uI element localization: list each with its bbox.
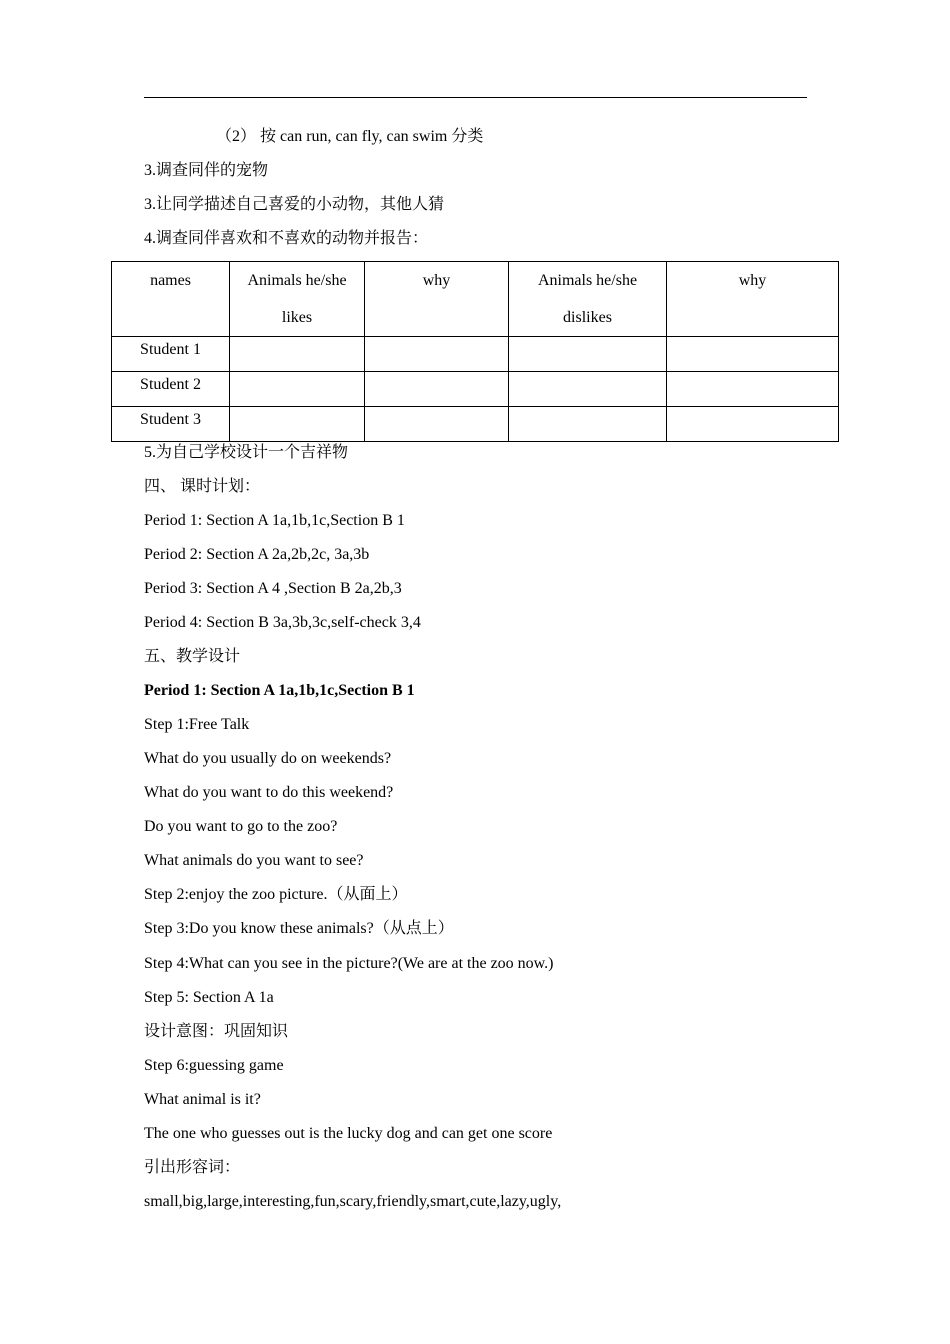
- text-line: small,big,large,interesting,fun,scary,friendly,smart,cute,lazy,ugly,: [144, 1193, 562, 1210]
- text-line: Period 2: Section A 2a,2b,2c, 3a,3b: [144, 546, 370, 563]
- text-line: （2） 按 can run, can fly, can swim 分类: [216, 128, 484, 145]
- text-line: 3.让同学描述自己喜爱的小动物，其他人猜: [144, 196, 445, 213]
- table-cell: [509, 372, 667, 407]
- text-line: 引出形容词：: [144, 1159, 241, 1176]
- table-cell: Student 2: [112, 372, 230, 407]
- text-line: Period 4: Section B 3a,3b,3c,self-check 3,4: [144, 614, 421, 631]
- text-line: Do you want to go to the zoo?: [144, 818, 338, 835]
- table-header-cell: why: [667, 262, 839, 337]
- text-line: The one who guesses out is the lucky dog and can get one score: [144, 1125, 553, 1142]
- table-row: [112, 337, 839, 372]
- text-line: What do you usually do on weekends?: [144, 750, 392, 767]
- text-line: Step 5: Section A 1a: [144, 989, 274, 1006]
- text-line: Step 6:guessing game: [144, 1057, 284, 1074]
- table-header-row: [112, 262, 839, 337]
- text-line: Step 1:Free Talk: [144, 716, 250, 733]
- text-line: 5.为自己学校设计一个吉祥物: [144, 444, 349, 461]
- header-rule: [144, 97, 807, 98]
- table-cell: [230, 407, 365, 442]
- table-cell: [667, 372, 839, 407]
- table-cell: [509, 407, 667, 442]
- table-header-cell: names: [112, 262, 230, 337]
- text-line: Period 3: Section A 4 ,Section B 2a,2b,3: [144, 580, 402, 597]
- table-cell: Student 3: [112, 407, 230, 442]
- table-cell: [365, 407, 509, 442]
- table-row: [112, 372, 839, 407]
- table-cell: [365, 372, 509, 407]
- section-heading: 五、教学设计: [144, 648, 241, 665]
- text-line: Step 2:enjoy the zoo picture.（从面上）: [144, 886, 408, 903]
- table-cell: Student 1: [112, 337, 230, 372]
- text-line: What animals do you want to see?: [144, 852, 364, 869]
- table-cell: [509, 337, 667, 372]
- text-line: Step 4:What can you see in the picture?(We are at the zoo now.): [144, 955, 554, 972]
- section-heading: 四、 课时计划：: [144, 478, 261, 495]
- text-line: 4.调查同伴喜欢和不喜欢的动物并报告：: [144, 230, 429, 247]
- period-heading: Period 1: Section A 1a,1b,1c,Section B 1: [144, 682, 415, 699]
- table-header-cell: Animals he/she likes: [230, 262, 365, 337]
- text-line: 3.调查同伴的宠物: [144, 162, 269, 179]
- table-cell: [667, 337, 839, 372]
- table-cell: [365, 337, 509, 372]
- text-line: What do you want to do this weekend?: [144, 784, 394, 801]
- table-header-cell: Animals he/she dislikes: [509, 262, 667, 337]
- survey-table: [111, 261, 839, 442]
- text-line: Step 3:Do you know these animals?（从点上）: [144, 920, 454, 937]
- table-cell: [230, 337, 365, 372]
- table-row: [112, 407, 839, 442]
- table-cell: [667, 407, 839, 442]
- table-header-cell: why: [365, 262, 509, 337]
- table-cell: [230, 372, 365, 407]
- text-line: Period 1: Section A 1a,1b,1c,Section B 1: [144, 512, 405, 529]
- text-line: 设计意图：巩固知识: [144, 1023, 289, 1040]
- text-line: What animal is it?: [144, 1091, 261, 1108]
